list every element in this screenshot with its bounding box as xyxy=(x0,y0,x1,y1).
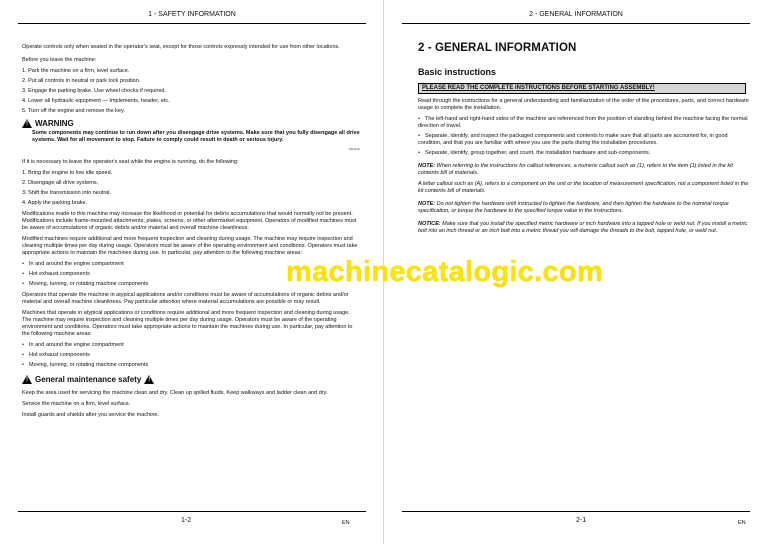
instruction-bullets xyxy=(418,116,750,157)
maintenance-paragraph: Install guards and shields after you service the machine. xyxy=(22,412,159,418)
note-text: When referring to the instructions for callout references, a numeric callout such as (1), refers to the item (1) listed in the kit contents bill of materials. xyxy=(418,163,733,176)
warning-triangle-icon xyxy=(22,375,32,384)
atypical-paragraph: Operators that operate the machine in atypical applications and/or conditions must be aware of accumulations of organic debris and/or material and overall machine cleanliness. Pay particular attention where material accumulations are possible or may result. xyxy=(22,292,349,305)
warning-heading xyxy=(22,119,360,128)
section-title: Basic instructions xyxy=(418,67,497,77)
left-footer-rule xyxy=(18,511,366,512)
note-letter-callouts: A letter callout such as (A), refers to a component on the unit or the location of measurement specification, not a component listed in the kit contents bill of materials. xyxy=(418,181,749,194)
warning-text: Some components may continue to run down after you disengage drive systems. Make sure that you fully disengage all drive systems. Wait for all movement to stop. Failure to comply could result in death or serious injury. xyxy=(32,130,360,143)
right-running-header: 2 - GENERAL INFORMATION xyxy=(402,8,750,24)
maintenance-paragraph: Keep the area used for servicing the machine clean and dry. Clean up spilled fluids. Keep walkways and ladder clean and dry. xyxy=(22,390,328,396)
list-item: 1. Park the machine on a firm, level surface. xyxy=(22,68,130,74)
list-item: 2. Put all controls in neutral or park lock position. xyxy=(22,78,141,84)
assembly-banner: PLEASE READ THE COMPLETE INSTRUCTIONS BEFORE STARTING ASSEMBLY! xyxy=(418,83,746,94)
running-intro: If it is necessary to leave the operator's seat while the engine is running, do the following: xyxy=(22,159,239,165)
list-item: • Moving, turning, or rotating machine components xyxy=(22,281,360,288)
list-item: • Moving, turning, or rotating machine components xyxy=(22,362,360,369)
left-page-body xyxy=(22,44,360,423)
maintenance-paragraph: Service the machine on a firm, level surface. xyxy=(22,401,131,407)
machine-areas-list-2 xyxy=(22,342,360,369)
warning-triangle-icon xyxy=(22,119,32,128)
warning-title: WARNING xyxy=(35,119,74,128)
watermark: machinecatalogic.com xyxy=(286,256,604,288)
notice-label: NOTICE: xyxy=(418,221,441,227)
general-maintenance-heading xyxy=(22,375,360,384)
right-page-number: 2-1 xyxy=(576,517,587,524)
atypical-machines-paragraph: Machines that operate in atypical applications or conditions require additional and more frequent inspection and cleaning during usage. The machine may require inspection and cleaning multiple times per day during usage. Operators must be aware of the operating environment and conditions. Operators must take appropriate actions to maintain the machines during use. In particular, pay attention to the following machine areas: xyxy=(22,310,353,337)
note-tighten xyxy=(418,201,750,215)
before-leave-text: Before you leave the machine: xyxy=(22,57,97,63)
notice-text: Make sure that you install the specified metric hardware or inch hardware into a tapped hole or weld nut. If you install a metric bolt into an inch thread or an inch bolt into a metric thread you will damage the threads to the bolt, tapped hole, or weld nut. xyxy=(418,221,748,234)
warning-triangle-icon xyxy=(144,375,154,384)
running-steps-list xyxy=(22,170,360,207)
list-item: • In and around the engine compartment xyxy=(22,342,360,349)
list-item: 3. Engage the parking brake. Use wheel chocks if required. xyxy=(22,88,166,94)
list-item: 1. Bring the engine to low idle speed. xyxy=(22,170,113,176)
list-item: • Hot exhaust components xyxy=(22,352,360,359)
right-language-code: EN xyxy=(738,520,746,526)
list-item: • Hot exhaust components xyxy=(22,271,360,278)
warning-code: W0113A xyxy=(348,147,360,151)
list-item: 2. Disengage all drive systems. xyxy=(22,180,99,186)
note-callouts xyxy=(418,163,750,177)
general-maintenance-title: General maintenance safety xyxy=(35,375,142,384)
list-item: 3. Shift the transmission into neutral. xyxy=(22,190,111,196)
right-page-body xyxy=(418,98,750,239)
list-item: • Separate, identify, and inspect the packaged components and contents to make sure that all parts are accounted for, in good condition, and that you are familiar with where you use the parts during the installation procedures. xyxy=(418,133,750,147)
list-item: 4. Lower all hydraulic equipment — Implements, header, etc. xyxy=(22,98,170,104)
list-item: • The left-hand and right-hand sides of the machine are referenced from the position of standing behind the machine facing the normal direction of travel. xyxy=(418,116,750,130)
modified-machines-paragraph: Modified machines require additional and more frequent inspection and cleaning during usage. The machine may require inspection and cleaning multiple times per day during usage. Operators must be aware of the operating environment and conditions. Operators must take appropriate actions to maintain the machines during use. In particular, pay attention to the following machine areas: xyxy=(22,236,358,256)
list-item: • Separate, identify, group together, and count, the installation hardware and sub-components. xyxy=(418,150,750,157)
left-page-number: 1-2 xyxy=(181,517,192,524)
notice-hardware xyxy=(418,221,750,235)
right-footer-rule xyxy=(402,511,750,512)
list-item: • In and around the engine compartment xyxy=(22,261,360,268)
basic-intro: Read through the instructions for a general understanding and familiarization of the order of the procedures, parts, and correct hardware usage to complete the installation. xyxy=(418,98,749,111)
note-text: Do not tighten the hardware until instructed to tighten the hardware, and then tighten the hardware to the nominal torque specification, or torque the hardware to the specified torque value in the instructions. xyxy=(418,201,729,214)
left-language-code: EN xyxy=(342,520,350,526)
page-title: 2 - GENERAL INFORMATION xyxy=(418,42,577,54)
list-item: 5. Turn off the engine and remove the key. xyxy=(22,108,125,114)
list-item: 4. Apply the parking brake. xyxy=(22,200,88,206)
note-label: NOTE: xyxy=(418,163,436,169)
note-label: NOTE: xyxy=(418,201,436,207)
intro-paragraph: Operate controls only when seated in the operator's seat, except for those controls expressly intended for use from other locations. xyxy=(22,44,340,50)
leave-steps-list xyxy=(22,68,360,115)
modifications-paragraph: Modifications made to this machine may increase the likelihood or potential for debris accumulations that would normally not be present. Modifications include frame-mounted attachments, plates, screens, or other aftermarket equipment. Operators of modified machines must be aware of accumulations of organic debris and/or material and overall machine cleanliness. xyxy=(22,211,357,231)
left-running-header: 1 - SAFETY INFORMATION xyxy=(18,8,366,24)
